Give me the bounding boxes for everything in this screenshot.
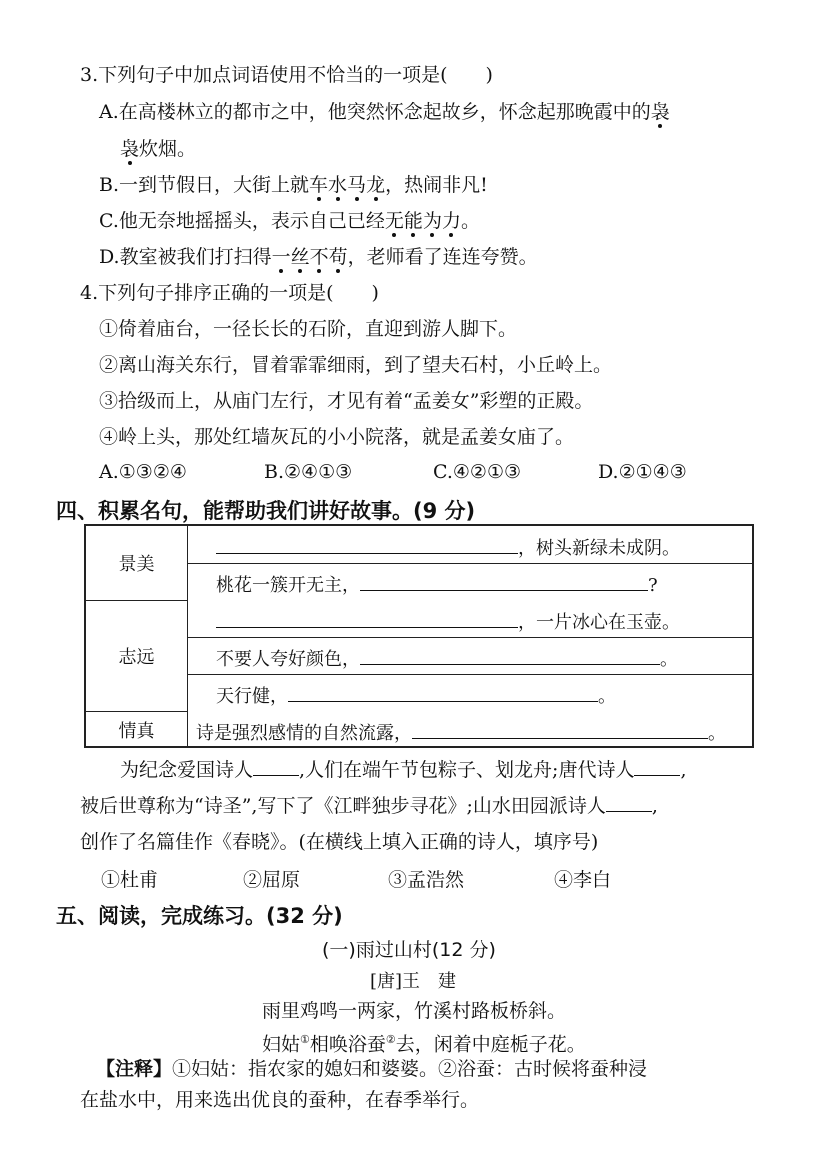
answer-blank[interactable] (360, 647, 660, 665)
section-4-title: 四、积累名句，能帮助我们讲好故事。(9 分) (56, 499, 476, 523)
fill-text: 为纪念爱国诗人 (120, 759, 254, 781)
q3-stem: 3.下列句子中加点词语使用不恰当的一项是( ) (80, 64, 493, 86)
table-row-text: 桃花一簇开无主， (216, 575, 360, 596)
emphasis-char: 为 (422, 210, 442, 232)
poem-line-1: 雨里鸡鸣一两家，竹溪村路板桥斜。 (262, 1000, 567, 1022)
footnote-marker: ② (385, 1033, 396, 1046)
answer-blank[interactable] (412, 721, 708, 739)
table-row-text: 不要人夸好颜色， (216, 649, 360, 670)
answer-blank[interactable] (606, 793, 652, 812)
q3-d-text-end: ，老师看了连连夸赞。 (347, 246, 538, 268)
q3-c-text: C.他无奈地摇摇头，表示自己已经 (99, 210, 385, 232)
section-5-title: 五、阅读，完成练习。(32 分) (56, 904, 343, 928)
fill-text: ,人们在端午节包粽子、划龙舟;唐代诗人 (299, 759, 635, 781)
answer-blank[interactable] (288, 684, 598, 702)
poem-text: 相唤浴蚕 (309, 1033, 386, 1056)
fill-text: , (680, 759, 687, 781)
q4-option-b: B.②④①③ (264, 461, 353, 483)
emphasis-char: 水 (328, 174, 348, 196)
table-row-6 (196, 719, 726, 745)
table-row-text: 。 (598, 686, 616, 707)
q4-sentence-3: ③拾级而上，从庙门左行，才见有着“孟姜女”彩塑的正殿。 (99, 390, 594, 412)
emphasis-char: 袅 (120, 138, 140, 160)
q3-option-d (99, 244, 538, 270)
table-row-3 (216, 608, 680, 634)
note-label: 【注释】 (96, 1058, 173, 1080)
answer-blank[interactable] (216, 536, 518, 554)
emphasis-char: 马 (347, 174, 367, 196)
answer-blank[interactable] (216, 610, 518, 628)
emphasis-char: 不 (309, 246, 329, 268)
quote-table (84, 524, 754, 748)
q3-b-text-end: ，热闹非凡! (385, 174, 488, 196)
emphasis-char: 龙 (366, 174, 386, 196)
poem-text: 去，闲着中庭栀子花。 (395, 1033, 586, 1056)
q4-sentence-4: ④岭上头，那处红墙灰瓦的小小院落，就是孟姜女庙了。 (99, 426, 575, 448)
poet-choice-1: ①杜甫 (101, 869, 159, 891)
poet-choice-3: ③孟浩然 (388, 869, 465, 891)
q4-sentence-2: ②离山海关东行，冒着霏霏细雨，到了望夫石村，小丘岭上。 (99, 354, 613, 376)
footnote-marker: ① (300, 1033, 310, 1046)
poet-fill-line-2 (80, 793, 658, 819)
q4-option-d: D.②①④③ (598, 461, 687, 483)
poem-text: 妇姑 (262, 1033, 301, 1056)
poet-fill-line-3: 创作了名篇佳作《春晓》。(在横线上填入正确的诗人，填序号) (80, 831, 599, 853)
table-divider (188, 674, 752, 675)
emphasis-char: 车 (309, 174, 329, 196)
table-row-text: 天行健， (216, 686, 288, 707)
emphasis-char: 丝 (290, 246, 310, 268)
answer-blank[interactable] (253, 757, 299, 776)
table-row-text: 诗是强烈感情的自然流露， (196, 723, 412, 744)
table-row-text: ? (648, 575, 658, 596)
q3-c-text-end: 。 (460, 210, 480, 232)
q3-a-text-end: 炊烟。 (139, 138, 197, 160)
q4-option-a: A.①③②④ (99, 461, 187, 483)
q3-a-text: A.在高楼林立的都市之中，他突然怀念起故乡，怀念起那晚霞中的 (99, 101, 651, 123)
table-row-text: ，树头新绿未成阴。 (518, 538, 680, 559)
emphasis-char: 能 (403, 210, 423, 232)
note-line-2: 在盐水中，用来选出优良的蚕种，在春季举行。 (80, 1089, 480, 1111)
table-row-text: 。 (660, 649, 678, 670)
q3-d-text: D.教室被我们打扫得 (99, 246, 272, 268)
table-row-text: 。 (708, 723, 726, 744)
answer-blank[interactable] (360, 573, 648, 591)
table-row-4 (216, 645, 678, 671)
q4-sentence-1: ①倚着庙台，一径长长的石阶，直迎到游人脚下。 (99, 318, 518, 340)
emphasis-char: 无 (384, 210, 404, 232)
fill-text: , (651, 795, 658, 817)
table-divider (188, 563, 752, 564)
table-label-jingmei: 景美 (86, 526, 188, 600)
q3-option-b (99, 172, 488, 198)
emphasis-char: 一 (271, 246, 291, 268)
q3-option-a (99, 99, 670, 125)
table-divider (188, 637, 752, 638)
fill-text: 被后世尊称为“诗圣”,写下了《江畔独步寻花》;山水田园派诗人 (80, 795, 606, 817)
passage-title: (一)雨过山村(12 分) (322, 939, 496, 961)
note-line-1 (96, 1056, 647, 1082)
q4-option-c: C.④②①③ (433, 461, 522, 483)
q4-stem: 4.下列句子排序正确的一项是( ) (80, 282, 379, 304)
table-row-text: ，一片冰心在玉壶。 (518, 612, 680, 633)
poem-author: [唐]王 建 (370, 971, 457, 992)
note-text: ①妇姑：指农家的媳妇和婆婆。②浴蚕：古时候将蚕种浸 (172, 1058, 648, 1080)
q3-option-a-cont (120, 136, 196, 162)
emphasis-char: 袅 (650, 101, 670, 123)
table-label-zhiyuan: 志远 (86, 600, 188, 711)
q3-option-c (99, 208, 480, 234)
poet-choice-2: ②屈原 (243, 869, 301, 891)
table-row-1 (216, 534, 680, 560)
table-row-5 (216, 682, 616, 708)
emphasis-char: 苟 (328, 246, 348, 268)
poet-choice-4: ④李白 (554, 869, 612, 891)
emphasis-char: 力 (441, 210, 461, 232)
table-row-2 (216, 571, 658, 597)
q3-b-text: B.一到节假日，大街上就 (99, 174, 310, 196)
table-label-qingzhen: 情真 (86, 711, 188, 748)
answer-blank[interactable] (634, 757, 680, 776)
poet-fill-line-1 (120, 757, 687, 783)
poem-line-2 (262, 1027, 586, 1057)
